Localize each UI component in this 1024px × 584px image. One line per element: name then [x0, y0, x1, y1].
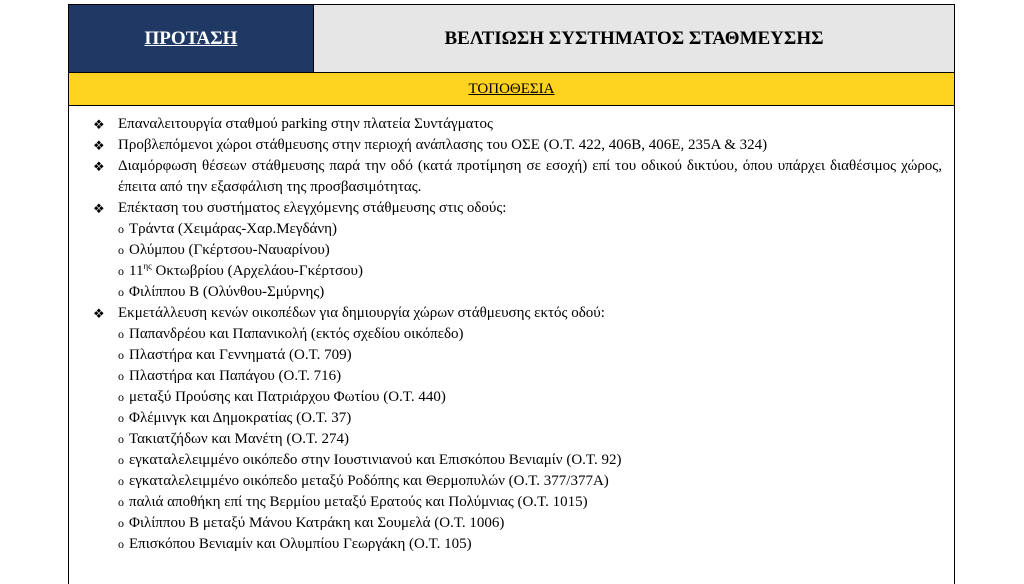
circle-bullet-icon: o [118, 390, 124, 404]
circle-bullet-icon: o [118, 327, 124, 341]
list-item [93, 303, 942, 324]
ordinal-rest: Οκτωβρίου (Αρχελάου-Γκέρτσου) [151, 263, 363, 279]
sub-list-item-text: Τακιατζήδων και Μανέτη (Ο.Τ. 274) [129, 431, 350, 447]
sub-list-item [93, 534, 942, 555]
circle-bullet-icon: o [118, 537, 124, 551]
sub-list-item [93, 513, 942, 534]
list-item-text: Διαμόρφωση θέσεων στάθμευσης παρά την οδό (κατά προτίμηση σε εσοχή) επί του οδικού δικτύου, όπου υπάρχει διαθέσιμος χώρος, έπειτα από την εξασφάλιση της προσβασιμότητας. [118, 158, 942, 195]
diamond-bullet-icon: ❖ [93, 138, 105, 153]
sub-list-item [93, 282, 942, 303]
diamond-bullet-icon: ❖ [93, 201, 105, 216]
list-item-text: Εκμετάλλευση κενών οικοπέδων για δημιουργία χώρων στάθμευσης εκτός οδού: [118, 305, 605, 321]
list-item [93, 156, 942, 198]
list-item [93, 198, 942, 219]
sub-list-item-text: Πλαστήρα και Παπάγου (Ο.Τ. 716) [129, 368, 342, 384]
circle-bullet-icon: o [118, 243, 124, 257]
sub-list-item-text: Φιλίππου Β (Ολύνθου-Σμύρνης) [129, 284, 325, 300]
sub-list-item [93, 450, 942, 471]
circle-bullet-icon: o [118, 369, 124, 383]
sub-list-item [93, 387, 942, 408]
list-item [93, 135, 942, 156]
circle-bullet-icon: o [118, 222, 124, 236]
circle-bullet-icon: o [118, 453, 124, 467]
circle-bullet-icon: o [118, 348, 124, 362]
section-label: ΤΟΠΟΘΕΣΙΑ [468, 80, 555, 97]
diamond-bullet-icon: ❖ [93, 159, 105, 174]
list-item-text: Επαναλειτουργία σταθμού parking στην πλατεία Συντάγματος [118, 116, 493, 132]
circle-bullet-icon: o [118, 285, 124, 299]
sub-list-item [93, 219, 942, 240]
sub-list-item-text: παλιά αποθήκη επί της Βερμίου μεταξύ Ερατούς και Πολύμνιας (Ο.Τ. 1015) [129, 494, 588, 510]
page-title: ΒΕΛΤΙΩΣΗ ΣΥΣΤΗΜΑΤΟΣ ΣΤΑΘΜΕΥΣΗΣ [444, 27, 824, 49]
ordinal-number: 11 [129, 263, 144, 279]
sub-list-item-text: Επισκόπου Βενιαμίν και Ολυμπίου Γεωργάκη (Ο.Τ. 105) [129, 536, 472, 552]
header-row [69, 5, 954, 73]
sub-list-item-text: μεταξύ Προύσης και Πατριάρχου Φωτίου (Ο.Τ. 440) [129, 389, 446, 405]
diamond-bullet-icon: ❖ [93, 306, 105, 321]
sub-list-item-text: Τράντα (Χειμάρας-Χαρ.Μεγδάνη) [129, 221, 338, 237]
sub-list-item [93, 324, 942, 345]
sub-list-item-text [129, 261, 363, 282]
document-table [68, 4, 955, 584]
sub-list-item-text: Παπανδρέου και Παπανικολή (εκτός σχεδίου οικόπεδο) [129, 326, 464, 342]
sub-list-item [93, 345, 942, 366]
proposal-cell [69, 5, 314, 72]
list-item [93, 114, 942, 135]
list-item-text: Προβλεπόμενοι χώροι στάθμευσης στην περιοχή ανάπλασης του ΟΣΕ (Ο.Τ. 422, 406Β, 406Ε, 235Α & 324) [118, 137, 768, 153]
sub-list-item-text: Πλαστήρα και Γεννηματά (Ο.Τ. 709) [129, 347, 352, 363]
list-item-text: Επέκταση του συστήματος ελεγχόμενης στάθμευσης στις οδούς: [118, 200, 507, 216]
circle-bullet-icon: o [118, 264, 124, 278]
circle-bullet-icon: o [118, 516, 124, 530]
section-row [69, 73, 954, 106]
circle-bullet-icon: o [118, 411, 124, 425]
ordinal-suffix: ης [143, 261, 152, 271]
sub-list-item [93, 240, 942, 261]
sub-list-item-text: Φιλίππου Β μεταξύ Μάνου Κατράκη και Σουμελά (Ο.Τ. 1006) [129, 515, 505, 531]
sub-list-item-text: εγκαταλελειμμένο οικόπεδο στην Ιουστινιανού και Επισκόπου Βενιαμίν (Ο.Τ. 92) [129, 452, 622, 468]
diamond-bullet-icon: ❖ [93, 117, 105, 132]
sub-list-item [93, 429, 942, 450]
sub-list-item-text: Ολύμπου (Γκέρτσου-Ναυαρίνου) [129, 242, 330, 258]
sub-list-item [93, 261, 942, 282]
content [69, 106, 954, 555]
sub-list-item [93, 408, 942, 429]
sub-list-item-text: εγκαταλελειμμένο οικόπεδο μεταξύ Ροδόπης και Θερμοπυλών (Ο.Τ. 377/377Α) [129, 473, 609, 489]
sub-list-item [93, 471, 942, 492]
sub-list-item [93, 366, 942, 387]
sub-list-item-text: Φλέμινγκ και Δημοκρατίας (Ο.Τ. 37) [129, 410, 352, 426]
title-cell [314, 5, 954, 72]
circle-bullet-icon: o [118, 474, 124, 488]
circle-bullet-icon: o [118, 495, 124, 509]
circle-bullet-icon: o [118, 432, 124, 446]
sub-list-item [93, 492, 942, 513]
proposal-label: ΠΡΟΤΑΣΗ [144, 27, 238, 49]
